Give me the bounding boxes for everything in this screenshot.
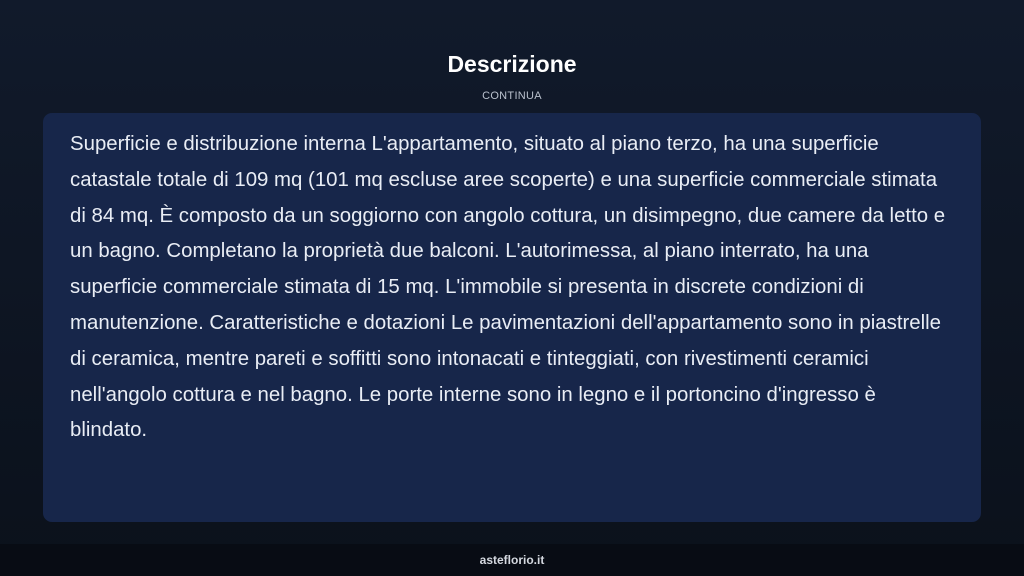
continue-link[interactable]: CONTINUA	[482, 90, 542, 102]
footer-site-label: asteflorio.it	[479, 553, 545, 567]
description-card	[43, 113, 981, 522]
page-title: Descrizione	[447, 51, 577, 77]
description-text: Superficie e distribuzione interna L'appartamento, situato al piano terzo, ha una superficie catastale totale di 109 mq (101 mq escluse aree scoperte) e una superficie commerciale stimata di 84 mq. È composto da un soggiorno con angolo cottura, un disimpegno, due camere da letto e un bagno. Completano la proprietà due balconi. L'autorimessa, al piano interrato, ha una superficie commerciale stimata di 15 mq. L'immobile si presenta in discrete condizioni di manutenzione. Caratteristiche e dotazioni Le pavimentazioni dell'appartamento sono in piastrelle di ceramica, mentre pareti e soffitti sono intonacati e tinteggiati, con rivestimenti ceramici nell'angolo cottura e nel bagno. Le porte interne sono in legno e il portoncino d'ingresso è blindato.	[70, 133, 946, 442]
